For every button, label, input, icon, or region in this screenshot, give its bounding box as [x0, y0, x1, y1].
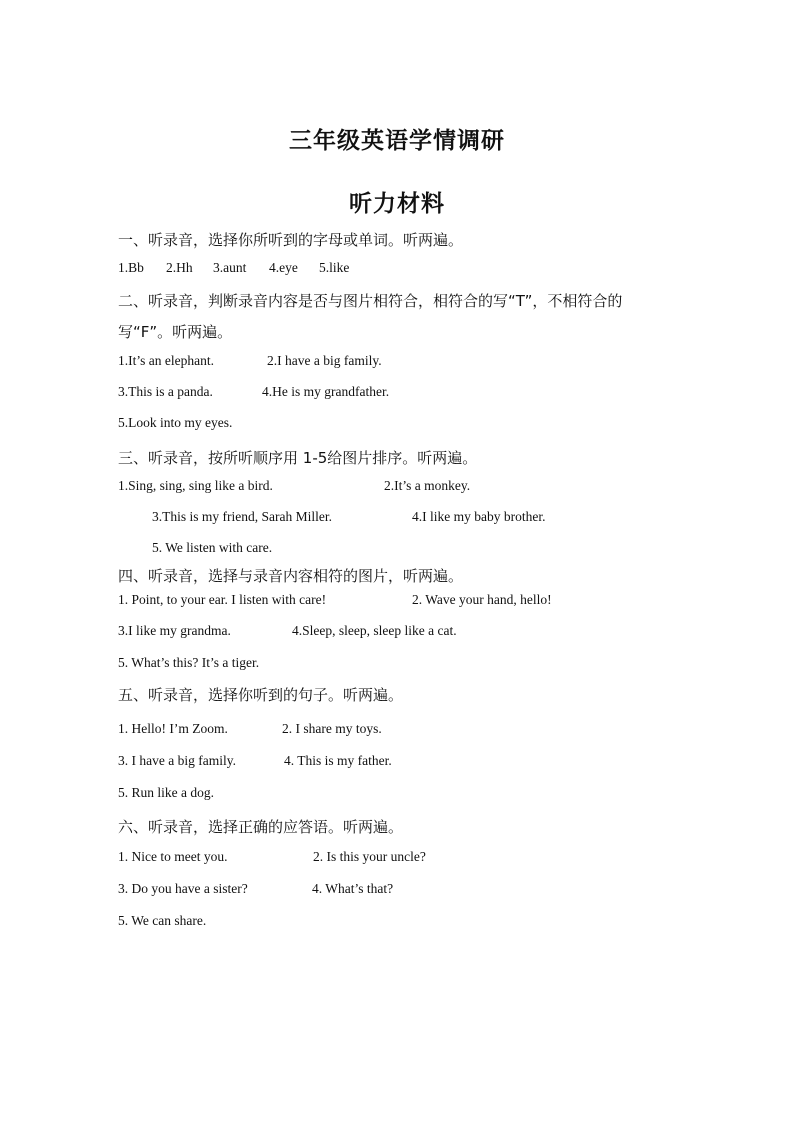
s1-item-4: 4.eye: [269, 260, 298, 275]
section-3-heading: 三、听录音，按所听顺序用 1-5给图片排序。听两遍。: [118, 449, 478, 467]
s6-item-2: 2. Is this your uncle?: [313, 849, 426, 864]
s3-item-3: 3.This is my friend, Sarah Miller.: [152, 509, 332, 524]
s5-item-1: 1. Hello! I’m Zoom.: [118, 721, 228, 736]
s5-item-3: 3. I have a big family.: [118, 753, 236, 768]
s6-item-5: 5. We can share.: [118, 913, 207, 928]
s3-item-4: 4.I like my baby brother.: [412, 509, 546, 524]
s4-item-5: 5. What’s this? It’s a tiger.: [118, 655, 260, 670]
s1-item-2: 2.Hh: [166, 260, 193, 275]
s2-item-2: 2.I have a big family.: [267, 353, 382, 368]
section-4-heading: 四、听录音，选择与录音内容相符的图片，听两遍。: [118, 567, 464, 585]
s4-item-1: 1. Point, to your ear. I listen with care!: [118, 592, 327, 607]
s3-item-2: 2.It’s a monkey.: [384, 478, 471, 493]
s2-item-3: 3.This is a panda.: [118, 384, 213, 399]
section-2-heading-line-1: 二、听录音，判断录音内容是否与图片相符合，相符合的写“T”，不相符合的: [118, 292, 623, 310]
s6-item-1: 1. Nice to meet you.: [118, 849, 228, 864]
section-2-heading-line-2: 写“F”。听两遍。: [118, 323, 233, 341]
s2-item-1: 1.It’s an elephant.: [118, 353, 214, 368]
s2-item-5: 5.Look into my eyes.: [118, 415, 233, 430]
s6-item-3: 3. Do you have a sister?: [118, 881, 248, 896]
section-5-heading: 五、听录音，选择你听到的句子。听两遍。: [118, 686, 404, 704]
s4-item-2: 2. Wave your hand, hello!: [412, 592, 552, 607]
s6-item-4: 4. What’s that?: [312, 881, 394, 896]
page-subtitle: 听力材料: [349, 190, 445, 217]
s4-item-3: 3.I like my grandma.: [118, 623, 231, 638]
s5-item-4: 4. This is my father.: [284, 753, 392, 768]
page-title: 三年级英语学情调研: [289, 127, 505, 154]
section-1-heading: 一、听录音，选择你所听到的字母或单词。听两遍。: [118, 231, 464, 249]
s5-item-5: 5. Run like a dog.: [118, 785, 214, 800]
s5-item-2: 2. I share my toys.: [282, 721, 382, 736]
s3-item-1: 1.Sing, sing, sing like a bird.: [118, 478, 273, 493]
s1-item-1: 1.Bb: [118, 260, 144, 275]
section-6-heading: 六、听录音，选择正确的应答语。听两遍。: [118, 818, 404, 836]
s4-item-4: 4.Sleep, sleep, sleep like a cat.: [292, 623, 457, 638]
s1-item-3: 3.aunt: [213, 260, 247, 275]
s1-item-5: 5.like: [319, 260, 350, 275]
s2-item-4: 4.He is my grandfather.: [262, 384, 390, 399]
s3-item-5: 5. We listen with care.: [152, 540, 273, 555]
